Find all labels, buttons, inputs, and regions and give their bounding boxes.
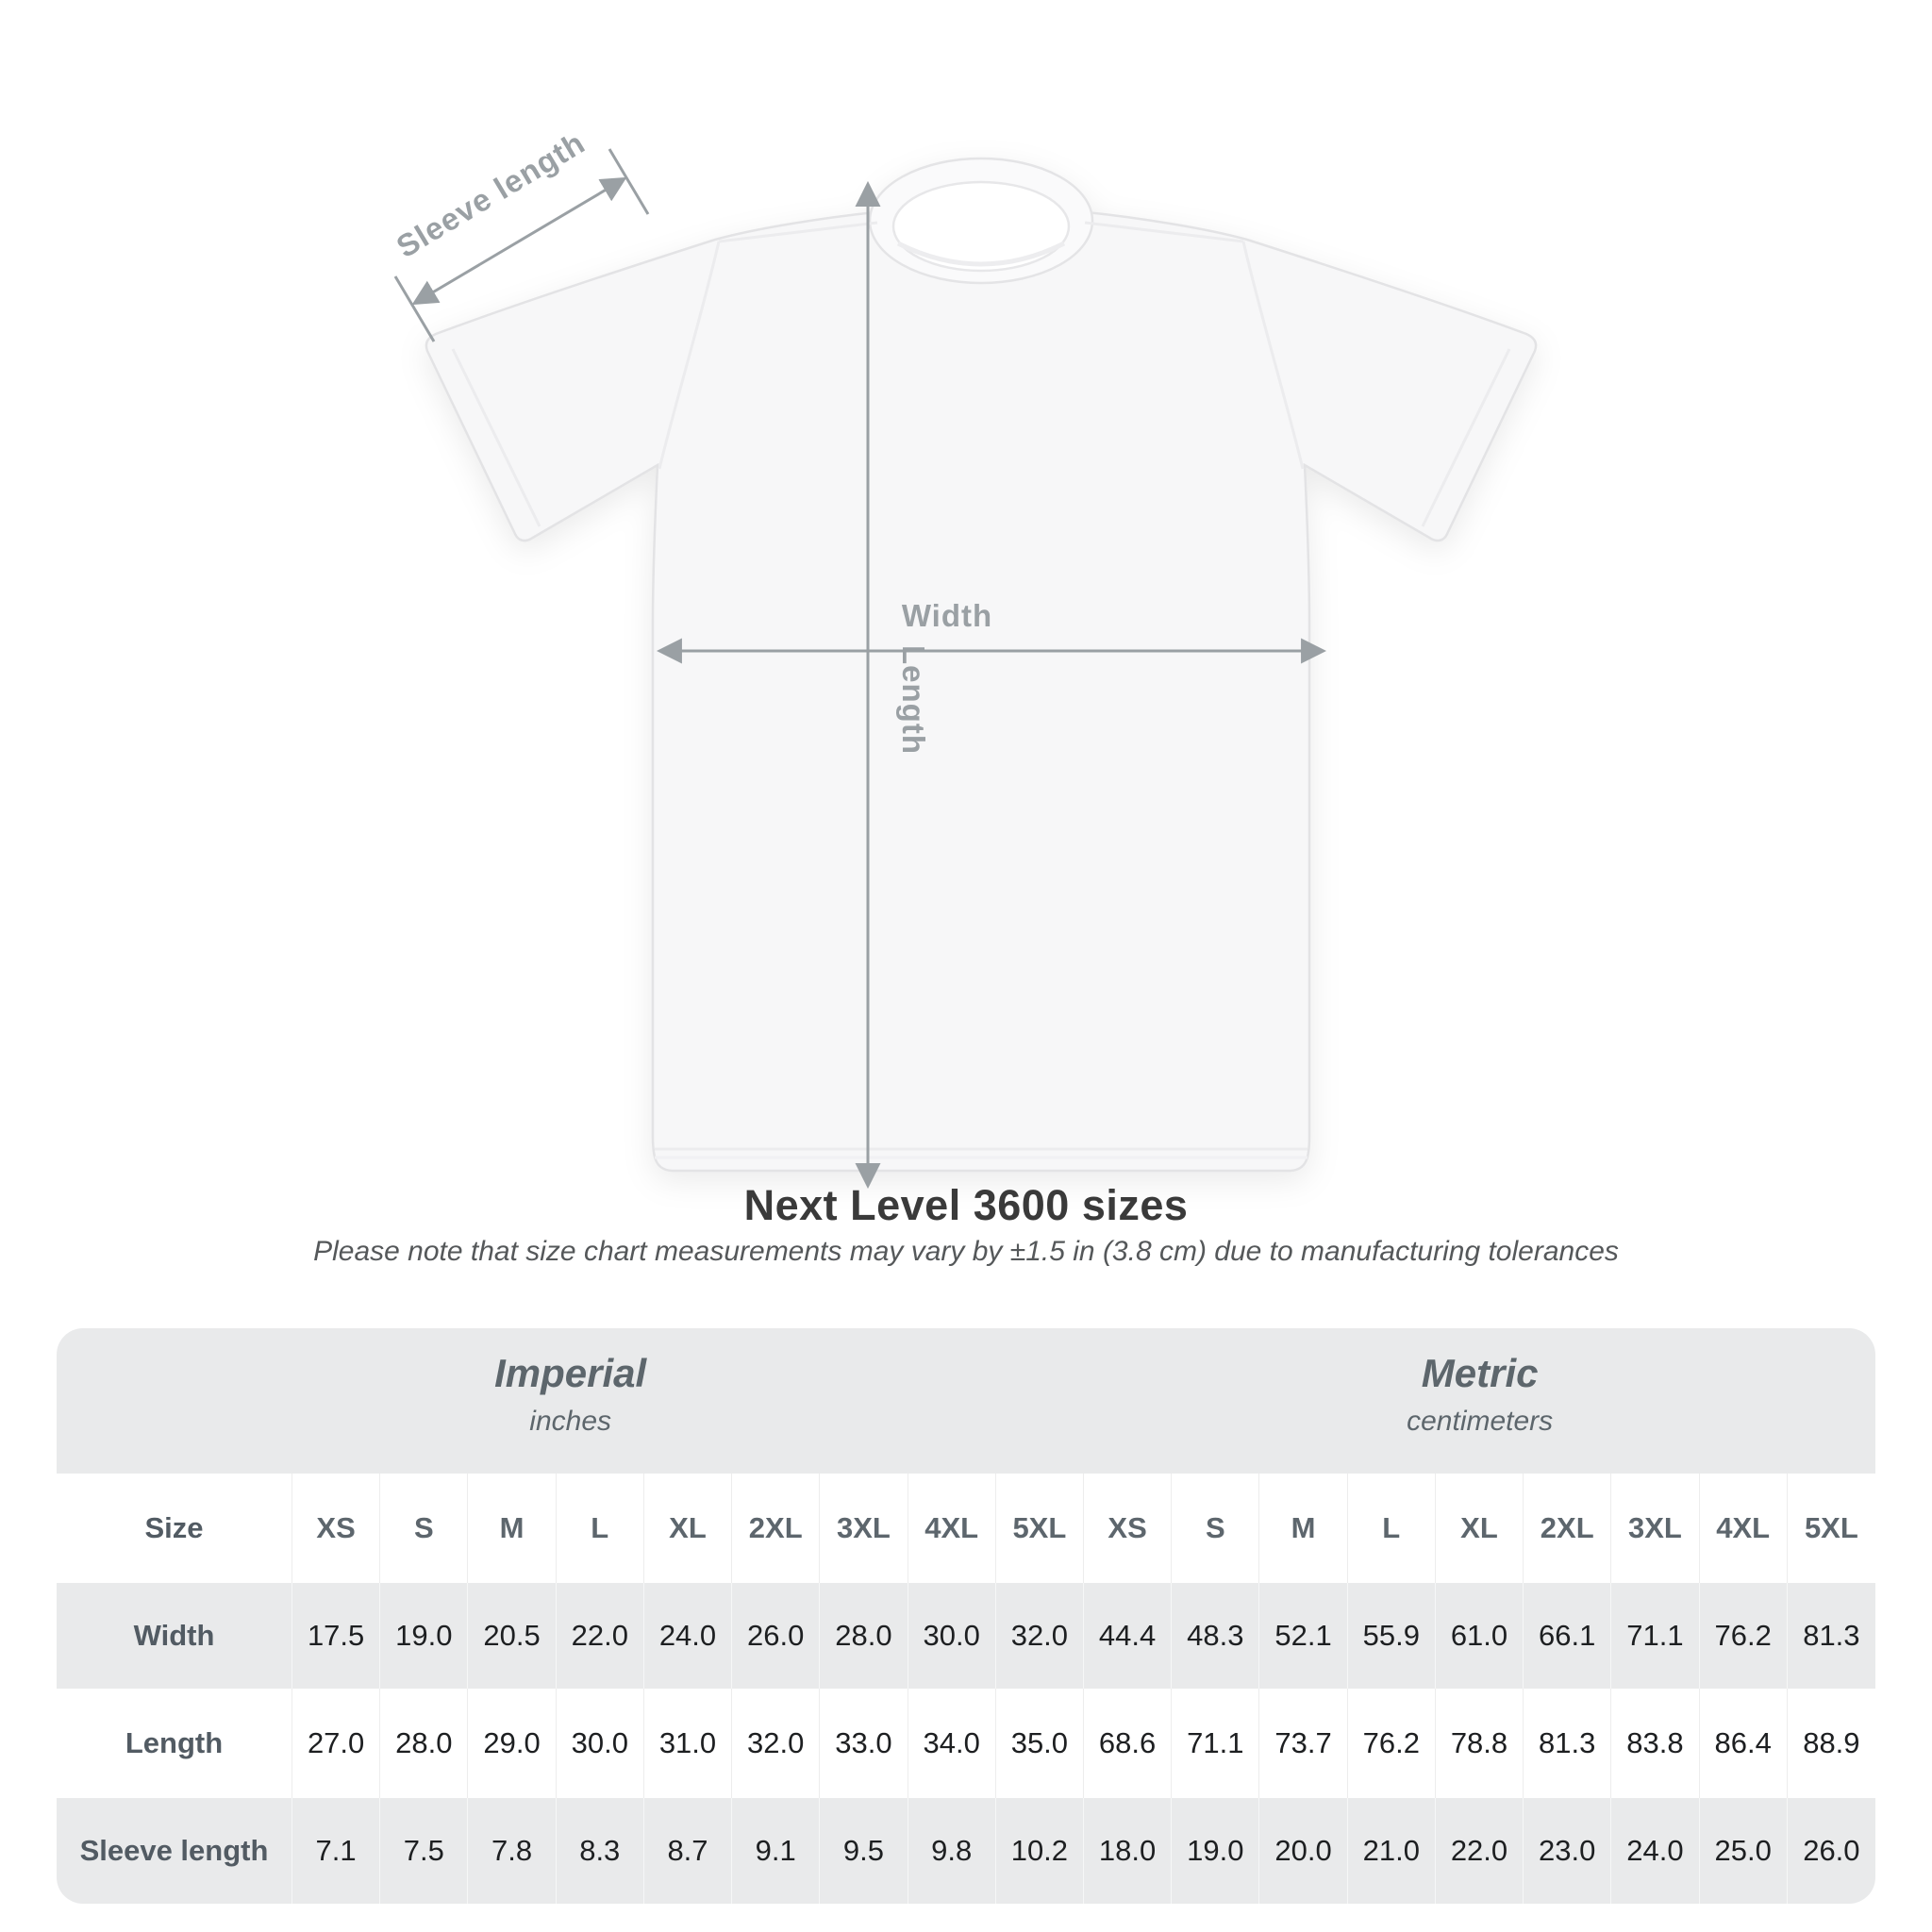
size-col-header: 5XL [996,1474,1084,1583]
unit-header-band [57,1328,1875,1474]
measurement-value: 66.1 [1524,1583,1611,1689]
imperial-header [57,1328,1084,1474]
measurement-value: 81.3 [1524,1689,1611,1798]
size-col-header: 4XL [908,1474,996,1583]
size-col-header: 2XL [732,1474,820,1583]
measurement-value: 22.0 [1436,1798,1524,1904]
measurement-value: 7.1 [292,1798,380,1904]
page-subtitle: Please note that size chart measurements may vary by ±1.5 in (3.8 cm) due to manufacturing tolerances [313,1236,1619,1267]
size-col-header: L [1348,1474,1436,1583]
size-col-header: XS [1084,1474,1172,1583]
measurement-value: 44.4 [1084,1583,1172,1689]
measurement-value: 22.0 [557,1583,644,1689]
measurement-value: 55.9 [1348,1583,1436,1689]
row-label-sleeve-length: Sleeve length [57,1798,292,1904]
size-col-header: XL [1436,1474,1524,1583]
measurement-value: 28.0 [380,1689,468,1798]
measurement-value: 32.0 [732,1689,820,1798]
measurement-value: 9.8 [908,1798,996,1904]
measurement-value: 17.5 [292,1583,380,1689]
row-label-width: Width [57,1583,292,1689]
size-header-row [57,1474,1875,1583]
size-col-header: M [468,1474,556,1583]
measurement-value: 21.0 [1348,1798,1436,1904]
measurement-value: 26.0 [732,1583,820,1689]
size-col-header: XS [292,1474,380,1583]
measurement-value: 52.1 [1259,1583,1347,1689]
size-col-header: M [1259,1474,1347,1583]
measurement-value: 19.0 [1172,1798,1259,1904]
measurement-value: 23.0 [1524,1798,1611,1904]
measurement-value: 32.0 [996,1583,1084,1689]
measurement-value: 81.3 [1803,1619,1860,1652]
measurement-value: 86.4 [1700,1689,1788,1798]
measurement-value: 30.0 [557,1689,644,1798]
size-col-header: 3XL [820,1474,908,1583]
size-col-header: S [380,1474,468,1583]
metric-subtitle: centimeters [1407,1406,1554,1438]
measurement-value: 34.0 [908,1689,996,1798]
measurement-value: 8.7 [644,1798,732,1904]
size-header-label: Size [57,1474,292,1583]
imperial-subtitle: inches [529,1406,612,1438]
measurement-value: 27.0 [292,1689,380,1798]
measurement-value: 76.2 [1348,1689,1436,1798]
size-col-header: 3XL [1611,1474,1699,1583]
measurement-value: 24.0 [644,1583,732,1689]
measurement-value: 29.0 [468,1689,556,1798]
measurement-value: 10.2 [996,1798,1084,1904]
measurement-value: 30.0 [908,1583,996,1689]
metric-header [1084,1328,1875,1474]
measurement-value: 25.0 [1700,1798,1788,1904]
measurement-value: 7.8 [468,1798,556,1904]
measurement-value: 20.0 [1259,1798,1347,1904]
measurement-value: 18.0 [1084,1798,1172,1904]
measurement-value: 48.3 [1172,1583,1259,1689]
table-row-width [57,1583,1875,1689]
size-col-header: 2XL [1524,1474,1611,1583]
page-title: Next Level 3600 sizes [743,1181,1189,1229]
measurement-value: 68.6 [1084,1689,1172,1798]
measurement-value: 71.1 [1172,1689,1259,1798]
tshirt-graphic [426,158,1536,1171]
row-label-length: Length [57,1689,292,1798]
metric-title: Metric [1421,1351,1539,1395]
size-col-header: S [1172,1474,1259,1583]
table-row-length [57,1689,1875,1798]
measurement-value: 35.0 [996,1689,1084,1798]
measurement-value: 31.0 [644,1689,732,1798]
size-col-header: XL [644,1474,732,1583]
measurement-value: 83.8 [1611,1689,1699,1798]
measurement-value: 20.5 [468,1583,556,1689]
table-row-sleeve-length [57,1798,1875,1904]
measurement-value: 19.0 [380,1583,468,1689]
measurement-value: 71.1 [1611,1583,1699,1689]
measurement-value: 26.0 [1803,1834,1860,1867]
measurement-value: 9.1 [732,1798,820,1904]
measurement-value: 7.5 [380,1798,468,1904]
imperial-title: Imperial [494,1351,647,1395]
measurement-value: 78.8 [1436,1689,1524,1798]
size-col-header: 4XL [1700,1474,1788,1583]
size-col-header: L [557,1474,644,1583]
measurement-value: 76.2 [1700,1583,1788,1689]
measurement-value: 24.0 [1611,1798,1699,1904]
measurement-value: 8.3 [557,1798,644,1904]
sleeve-length-label: Sleeve length [390,125,591,265]
size-col-header: 5XL [1804,1511,1858,1544]
measurement-value: 61.0 [1436,1583,1524,1689]
measurement-value: 9.5 [820,1798,908,1904]
size-table [57,1328,1875,1904]
measurement-value: 73.7 [1259,1689,1347,1798]
measurement-value: 28.0 [820,1583,908,1689]
length-label: Length [896,645,931,755]
measurement-value: 33.0 [820,1689,908,1798]
width-label: Width [901,598,993,633]
measurement-value: 88.9 [1803,1726,1860,1759]
